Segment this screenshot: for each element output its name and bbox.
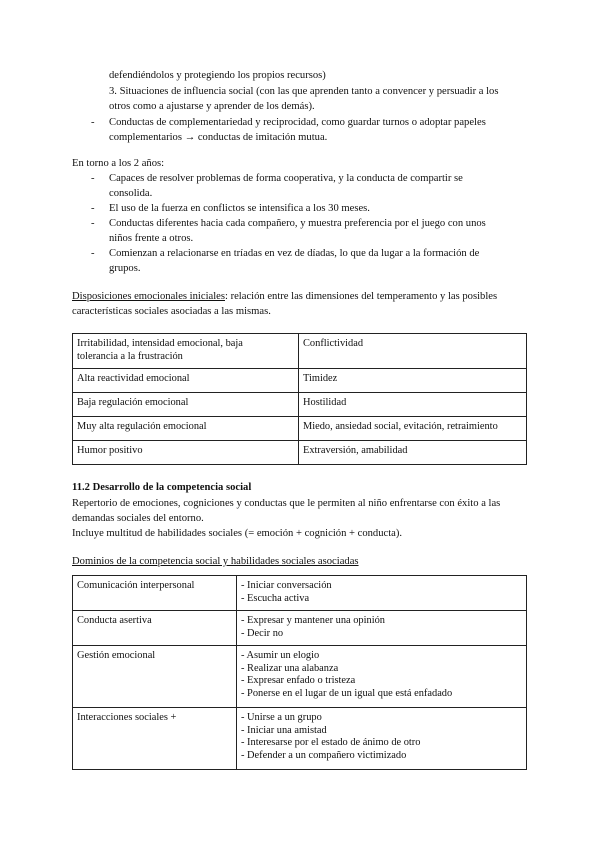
table-row	[73, 369, 527, 393]
section-paragraph-line2: demandas sociales del entorno.	[72, 513, 204, 524]
table-cell: Miedo, ansiedad social, evitación, retraimiento	[299, 417, 527, 441]
dispositions-intro	[72, 290, 497, 305]
domains-heading: Dominios de la competencia social y habilidades sociales asociadas	[72, 556, 359, 567]
dispositions-table	[72, 333, 527, 465]
dash-bullet: -	[91, 203, 95, 214]
numbered-item-3-continued: otros como a ajustarse y aprender de los demás).	[109, 101, 315, 112]
two-years-item-2-line1: El uso de la fuerza en conflictos se intensifica a los 30 meses.	[109, 203, 370, 214]
domains-table	[72, 575, 527, 770]
dash-bullet: -	[91, 117, 95, 128]
two-years-item-1-line2: consolida.	[109, 188, 153, 199]
table-cell: Muy alta regulación emocional	[73, 417, 299, 441]
table-cell: - Asumir un elogio - Realizar una alabanza - Expresar enfado o tristeza - Ponerse en el lugar de un igual que está enfadado	[237, 646, 527, 708]
two-years-item-1-line1: Capaces de resolver problemas de forma cooperativa, y la conducta de compartir se	[109, 173, 463, 184]
dispositions-term: Disposiciones emocionales iniciales	[72, 291, 225, 302]
two-years-item-4-line1: Comienzan a relacionarse en tríadas en vez de díadas, lo que da lugar a la formación de	[109, 248, 480, 259]
two-years-heading: En torno a los 2 años:	[72, 158, 165, 169]
two-years-item-3-line1: Conductas diferentes hacia cada compañero, y muestra preferencia por el juego con unos	[109, 218, 486, 229]
table-row	[73, 611, 527, 646]
table-cell: Extraversión, amabilidad	[299, 441, 527, 465]
table-cell: Baja regulación emocional	[73, 393, 299, 417]
dash-bullet: -	[91, 218, 95, 229]
table-cell: Irritabilidad, intensidad emocional, baja tolerancia a la frustración	[73, 334, 299, 369]
table-row	[73, 393, 527, 417]
table-cell: Comunicación interpersonal	[73, 576, 237, 611]
table-row	[73, 334, 527, 369]
table-cell: Hostilidad	[299, 393, 527, 417]
table-cell: Timidez	[299, 369, 527, 393]
two-years-item-4-line2: grupos.	[109, 263, 141, 274]
table-row	[73, 576, 527, 611]
dispositions-definition: : relación entre las dimensiones del temperamento y las posibles	[224, 291, 498, 302]
table-row	[73, 417, 527, 441]
section-title: 11.2 Desarrollo de la competencia social	[72, 482, 252, 493]
table-cell: Conflictividad	[299, 334, 527, 369]
table-row	[73, 441, 527, 465]
table-row	[73, 646, 527, 708]
dispositions-definition-line2: características sociales asociadas a las mismas.	[72, 306, 271, 317]
dash-bullet: -	[91, 173, 95, 184]
continuation-line: defendiéndolos y protegiendo los propios recursos)	[109, 70, 326, 81]
table-row	[73, 708, 527, 770]
numbered-item-3: 3. Situaciones de influencia social (con las que aprenden tanto a convencer y persuadir a los	[109, 86, 499, 97]
section-paragraph-line1: Repertorio de emociones, cogniciones y conductas que le permiten al niño enfrentarse con éxito a las	[72, 498, 501, 509]
table-cell: - Expresar y mantener una opinión - Decir no	[237, 611, 527, 646]
complementarity-line2: complementarios → conductas de imitación mutua.	[109, 132, 328, 143]
two-years-item-3-line2: niños frente a otros.	[109, 233, 194, 244]
table-cell: - Unirse a un grupo - Iniciar una amistad - Interesarse por el estado de ánimo de otro - Defender a un compañero victimizado	[237, 708, 527, 770]
table-cell: Interacciones sociales +	[73, 708, 237, 770]
dash-bullet: -	[91, 248, 95, 259]
table-cell: Humor positivo	[73, 441, 299, 465]
complementarity-line1: Conductas de complementariedad y reciprocidad, como guardar turnos o adoptar papeles	[109, 117, 486, 128]
section-paragraph-2: Incluye multitud de habilidades sociales (= emoción + cognición + conducta).	[72, 528, 403, 539]
table-cell: Gestión emocional	[73, 646, 237, 708]
table-cell: Alta reactividad emocional	[73, 369, 299, 393]
table-cell: - Iniciar conversación - Escucha activa	[237, 576, 527, 611]
table-cell: Conducta asertiva	[73, 611, 237, 646]
